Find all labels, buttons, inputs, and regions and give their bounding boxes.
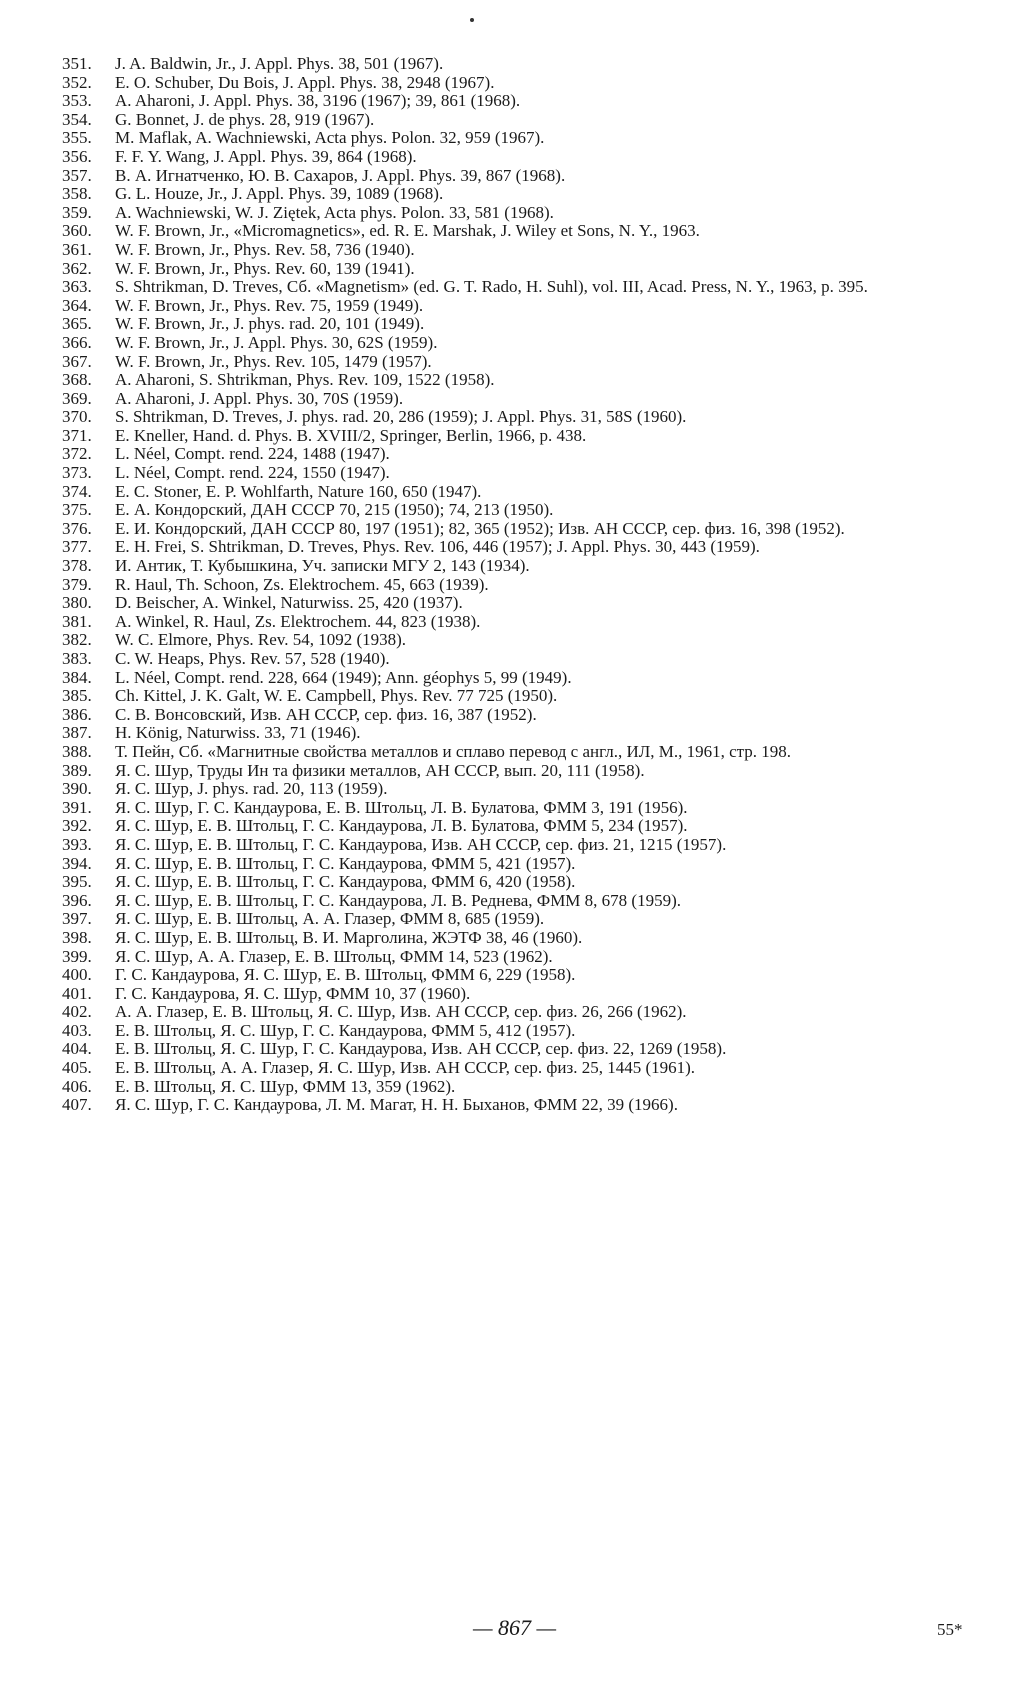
reference-text: Я. С. Шур, Е. В. Штольц, Г. С. Кандаурова, ФММ 6, 420 (1958). (115, 872, 576, 892)
reference-text: Е. В. Штольц, Я. С. Шур, Г. С. Кандаурова, ФММ 5, 412 (1957). (115, 1020, 576, 1040)
reference-item (62, 278, 967, 297)
reference-text: W. F. Brown, Jr., «Micromagnetics», ed. R. E. Marshak, J. Wiley et Sons, N. Y., 1963. (115, 221, 700, 241)
reference-text: W. F. Brown, Jr., Phys. Rev. 105, 1479 (1957). (115, 351, 432, 371)
reference-number: 387. (62, 723, 92, 743)
reference-number: 386. (62, 704, 92, 724)
reference-text: R. Haul, Th. Schoon, Zs. Elektrochem. 45, 663 (1939). (115, 574, 489, 594)
reference-item (62, 873, 967, 892)
reference-item (62, 966, 967, 985)
reference-number: 398. (62, 927, 92, 947)
reference-item (62, 817, 967, 836)
signature-mark: 55* (937, 1620, 963, 1639)
reference-item (62, 74, 967, 93)
reference-number: 406. (62, 1076, 92, 1096)
reference-number: 381. (62, 611, 92, 631)
reference-number: 375. (62, 500, 92, 520)
reference-text: Е. В. Штольц, Я. С. Шур, Г. С. Кандаурова, Изв. АН СССР, сер. физ. 22, 1269 (1958). (115, 1039, 727, 1059)
reference-text: E. Kneller, Hand. d. Phys. B. XVIII/2, Springer, Berlin, 1966, p. 438. (115, 425, 587, 445)
reference-number: 351. (62, 54, 92, 73)
reference-text: Я. С. Шур, Е. В. Штольц, А. А. Глазер, ФММ 8, 685 (1959). (115, 909, 545, 929)
reference-item (62, 520, 967, 539)
reference-item (62, 241, 967, 260)
reference-number: 357. (62, 165, 92, 185)
reference-text: И. Антик, Т. Кубышкина, Уч. записки МГУ 2, 143 (1934). (115, 556, 530, 576)
reference-item (62, 687, 967, 706)
reference-item (62, 762, 967, 781)
reference-text: A. Aharoni, S. Shtrikman, Phys. Rev. 109, 1522 (1958). (115, 370, 495, 390)
reference-text: W. F. Brown, Jr., Phys. Rev. 60, 139 (1941). (115, 258, 415, 278)
reference-item (62, 799, 967, 818)
reference-item (62, 297, 967, 316)
reference-text: A. Wachniewski, W. J. Ziętek, Acta phys. Polon. 33, 581 (1968). (115, 202, 554, 222)
reference-number: 384. (62, 667, 92, 687)
reference-number: 407. (62, 1095, 92, 1115)
reference-item (62, 706, 967, 725)
reference-number: 356. (62, 146, 92, 166)
reference-text: Т. Пейн, Сб. «Магнитные свойства металлов и сплаво перевод с англ., ИЛ, М., 1961, стр. 198. (115, 741, 792, 761)
reference-text: G. L. Houze, Jr., J. Appl. Phys. 39, 1089 (1968). (115, 184, 444, 204)
reference-text: M. Maflak, A. Wachniewski, Acta phys. Polon. 32, 959 (1967). (115, 128, 545, 148)
reference-text: H. König, Naturwiss. 33, 71 (1946). (115, 723, 361, 743)
reference-text: Ch. Kittel, J. K. Galt, W. E. Campbell, Phys. Rev. 77 725 (1950). (115, 686, 558, 706)
reference-text: Я. С. Шур, Г. С. Кандаурова, Е. В. Штольц, Л. В. Булатова, ФММ 3, 191 (1956). (115, 797, 688, 817)
reference-number: 369. (62, 388, 92, 408)
reference-text: E. C. Stoner, E. P. Wohlfarth, Nature 160, 650 (1947). (115, 481, 482, 501)
reference-number: 362. (62, 258, 92, 278)
reference-number: 383. (62, 649, 92, 668)
reference-number: 373. (62, 463, 92, 483)
reference-item (62, 1040, 967, 1059)
reference-text: F. F. Y. Wang, J. Appl. Phys. 39, 864 (1968). (115, 146, 417, 166)
reference-item (62, 185, 967, 204)
reference-item (62, 836, 967, 855)
reference-item (62, 111, 967, 130)
reference-text: W. F. Brown, Jr., J. Appl. Phys. 30, 62S (1959). (115, 332, 438, 352)
reference-number: 360. (62, 221, 92, 241)
reference-item (62, 780, 967, 799)
reference-item (62, 892, 967, 911)
reference-text: Я. С. Шур, Е. В. Штольц, Г. С. Кандаурова, ФММ 5, 421 (1957). (115, 853, 576, 873)
reference-item (62, 353, 967, 372)
reference-text: A. Winkel, R. Haul, Zs. Elektrochem. 44, 823 (1938). (115, 611, 481, 631)
reference-item (62, 1022, 967, 1041)
reference-number: 355. (62, 128, 92, 148)
reference-number: 388. (62, 741, 92, 761)
reference-text: W. F. Brown, Jr., Phys. Rev. 58, 736 (1940). (115, 239, 415, 259)
reference-number: 382. (62, 630, 92, 650)
reference-text: Я. С. Шур, А. А. Глазер, Е. В. Штольц, ФММ 14, 523 (1962). (115, 946, 553, 966)
reference-number: 380. (62, 593, 92, 613)
reference-text: Е. В. Штольц, Я. С. Шур, ФММ 13, 359 (1962). (115, 1076, 456, 1096)
reference-text: S. Shtrikman, D. Treves, J. phys. rad. 20, 286 (1959); J. Appl. Phys. 31, 58S (1960). (115, 407, 687, 427)
reference-item (62, 167, 967, 186)
reference-text: Я. С. Шур, Е. В. Штольц, Г. С. Кандаурова, Л. В. Булатова, ФММ 5, 234 (1957). (115, 816, 688, 836)
reference-number: 389. (62, 760, 92, 780)
reference-item (62, 445, 967, 464)
reference-number: 371. (62, 425, 92, 445)
reference-item (62, 1096, 967, 1115)
reference-text: Я. С. Шур, Е. В. Штольц, Г. С. Кандаурова, Л. В. Реднева, ФММ 8, 678 (1959). (115, 890, 681, 910)
reference-number: 363. (62, 277, 92, 297)
reference-text: W. C. Elmore, Phys. Rev. 54, 1092 (1938). (115, 630, 407, 650)
reference-item (62, 483, 967, 502)
reference-number: 403. (62, 1020, 92, 1040)
reference-number: 354. (62, 109, 92, 129)
reference-item (62, 929, 967, 948)
reference-number: 399. (62, 946, 92, 966)
reference-text: G. Bonnet, J. de phys. 28, 919 (1967). (115, 109, 375, 129)
reference-item (62, 724, 967, 743)
reference-text: Е. В. Штольц, А. А. Глазер, Я. С. Шур, Изв. АН СССР, сер. физ. 25, 1445 (1961). (115, 1058, 696, 1078)
reference-text: S. Shtrikman, D. Treves, Сб. «Magnetism» (ed. G. T. Rado, H. Suhl), vol. III, Acad. Press, N. Y., 1963, p. 395. (115, 277, 868, 297)
reference-number: 392. (62, 816, 92, 836)
reference-number: 397. (62, 909, 92, 929)
reference-number: 391. (62, 797, 92, 817)
reference-text: Я. С. Шур, J. phys. rad. 20, 113 (1959). (115, 779, 388, 799)
reference-number: 395. (62, 872, 92, 892)
reference-text: С. В. Вонсовский, Изв. АН СССР, сер. физ. 16, 387 (1952). (115, 704, 537, 724)
reference-number: 385. (62, 686, 92, 706)
reference-item (62, 315, 967, 334)
reference-number: 374. (62, 481, 92, 501)
reference-text: А. А. Глазер, Е. В. Штольц, Я. С. Шур, Изв. АН СССР, сер. физ. 26, 266 (1962). (115, 1002, 687, 1022)
reference-item (62, 427, 967, 446)
reference-text: E. H. Frei, S. Shtrikman, D. Treves, Phys. Rev. 106, 446 (1957); J. Appl. Phys. 30, 443 (1959). (115, 537, 760, 557)
reference-text: D. Beischer, A. Winkel, Naturwiss. 25, 420 (1937). (115, 593, 463, 613)
reference-number: 390. (62, 779, 92, 799)
reference-text: L. Néel, Compt. rend. 228, 664 (1949); Ann. géophys 5, 99 (1949). (115, 667, 572, 687)
reference-item (62, 55, 967, 74)
reference-number: 400. (62, 965, 92, 985)
reference-number: 379. (62, 574, 92, 594)
reference-item (62, 631, 967, 650)
page-number: — 867 — (472, 1615, 557, 1640)
reference-list (62, 55, 967, 1115)
reference-number: 364. (62, 295, 92, 315)
reference-item (62, 855, 967, 874)
reference-text: Я. С. Шур, Труды Ин та физики металлов, АН СССР, вып. 20, 111 (1958). (115, 760, 645, 780)
reference-text: Г. С. Кандаурова, Я. С. Шур, ФММ 10, 37 (1960). (115, 983, 471, 1003)
reference-text: A. Aharoni, J. Appl. Phys. 30, 70S (1959). (115, 388, 404, 408)
reference-text: W. F. Brown, Jr., J. phys. rad. 20, 101 (1949). (115, 314, 425, 334)
reference-item (62, 204, 967, 223)
reference-text: В. А. Игнатченко, Ю. В. Сахаров, J. Appl. Phys. 39, 867 (1968). (115, 165, 566, 185)
reference-item (62, 985, 967, 1004)
reference-number: 393. (62, 834, 92, 854)
reference-number: 366. (62, 332, 92, 352)
reference-item (62, 669, 967, 688)
reference-number: 376. (62, 518, 92, 538)
reference-number: 401. (62, 983, 92, 1003)
reference-item (62, 464, 967, 483)
reference-item (62, 1059, 967, 1078)
reference-text: E. O. Schuber, Du Bois, J. Appl. Phys. 38, 2948 (1967). (115, 72, 495, 92)
reference-item (62, 594, 967, 613)
reference-item (62, 538, 967, 557)
reference-item (62, 910, 967, 929)
reference-item (62, 650, 967, 669)
reference-number: 378. (62, 556, 92, 576)
reference-item (62, 408, 967, 427)
reference-item (62, 129, 967, 148)
reference-text: Е. А. Кондорский, ДАН СССР 70, 215 (1950); 74, 213 (1950). (115, 500, 554, 520)
reference-number: 367. (62, 351, 92, 371)
reference-text: W. F. Brown, Jr., Phys. Rev. 75, 1959 (1949). (115, 295, 424, 315)
reference-number: 405. (62, 1058, 92, 1078)
reference-text: Я. С. Шур, Е. В. Штольц, В. И. Марголина, ЖЭТФ 38, 46 (1960). (115, 927, 583, 947)
reference-item (62, 148, 967, 167)
reference-text: C. W. Heaps, Phys. Rev. 57, 528 (1940). (115, 649, 390, 668)
reference-text: A. Aharoni, J. Appl. Phys. 38, 3196 (1967); 39, 861 (1968). (115, 91, 521, 111)
reference-item (62, 501, 967, 520)
reference-text: L. Néel, Compt. rend. 224, 1550 (1947). (115, 463, 390, 483)
reference-item (62, 576, 967, 595)
reference-text: Я. С. Шур, Г. С. Кандаурова, Л. М. Магат, Н. Н. Быханов, ФММ 22, 39 (1966). (115, 1095, 678, 1115)
reference-text: Я. С. Шур, Е. В. Штольц, Г. С. Кандаурова, Изв. АН СССР, сер. физ. 21, 1215 (1957). (115, 834, 727, 854)
reference-number: 377. (62, 537, 92, 557)
reference-text: Е. И. Кондорский, ДАН СССР 80, 197 (1951); 82, 365 (1952); Изв. АН СССР, сер. физ. 16, 398 (1952). (115, 518, 845, 538)
reference-number: 396. (62, 890, 92, 910)
reference-number: 365. (62, 314, 92, 334)
reference-item (62, 557, 967, 576)
reference-number: 394. (62, 853, 92, 873)
reference-item (62, 334, 967, 353)
reference-number: 372. (62, 444, 92, 464)
reference-number: 404. (62, 1039, 92, 1059)
reference-item (62, 613, 967, 632)
reference-item (62, 390, 967, 409)
reference-number: 352. (62, 72, 92, 92)
reference-number: 368. (62, 370, 92, 390)
reference-number: 370. (62, 407, 92, 427)
reference-number: 359. (62, 202, 92, 222)
reference-item (62, 222, 967, 241)
reference-number: 353. (62, 91, 92, 111)
reference-number: 361. (62, 239, 92, 259)
reference-text: Г. С. Кандаурова, Я. С. Шур, Е. В. Штольц, ФММ 6, 229 (1958). (115, 965, 576, 985)
reference-item (62, 948, 967, 967)
reference-item (62, 743, 967, 762)
reference-number: 402. (62, 1002, 92, 1022)
top-dot (470, 18, 474, 22)
reference-item (62, 1003, 967, 1022)
reference-item (62, 1078, 967, 1097)
reference-item (62, 92, 967, 111)
reference-number: 358. (62, 184, 92, 204)
reference-item (62, 260, 967, 279)
reference-text: L. Néel, Compt. rend. 224, 1488 (1947). (115, 444, 390, 464)
reference-text: J. A. Baldwin, Jr., J. Appl. Phys. 38, 501 (1967). (115, 54, 444, 73)
reference-item (62, 371, 967, 390)
